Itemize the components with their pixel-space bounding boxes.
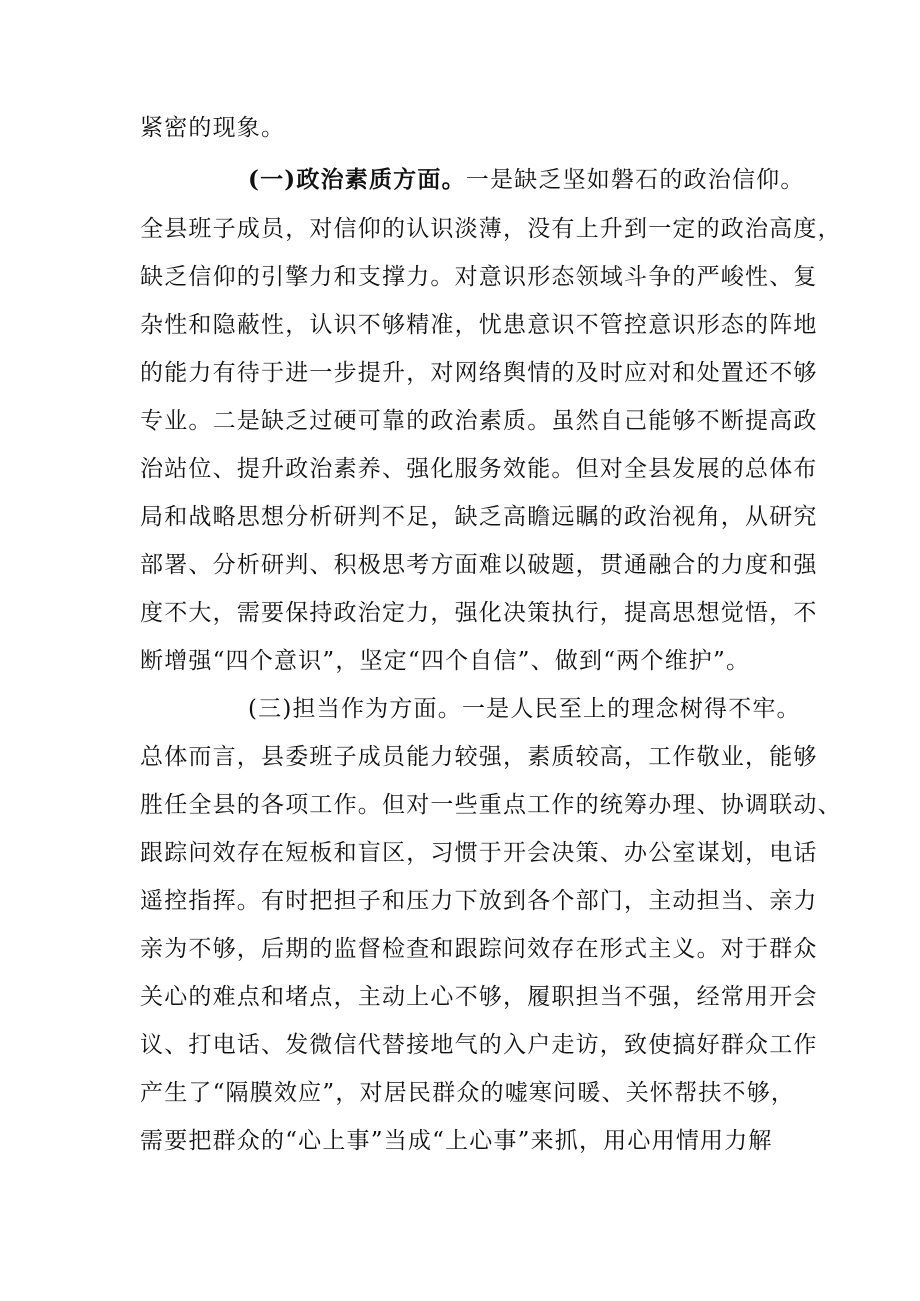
text-line: 缺乏信仰的引擎力和支撑力。对意识形态领域斗争的严峻性、复 [140, 264, 818, 290]
section-heading-rest: 一是缺乏坚如磐石的政治信仰。 [465, 167, 805, 193]
text-line: 亲为不够，后期的监督检查和跟踪问效存在形式主义。对于群众 [140, 936, 818, 962]
section-heading-responsibility: (三)担当作为方面。一是人民至上的理念树得不牢。 [248, 696, 801, 722]
text-line: 专业。二是缺乏过硬可靠的政治素质。虽然自己能够不断提高政 [140, 408, 818, 434]
text-line: 断增强“四个意识”，坚定“四个自信”、做到“两个维护”。 [140, 648, 751, 674]
text-line: 需要把群众的“心上事”当成“上心事”来抓，用心用情用力解 [140, 1128, 773, 1154]
text-line: 遥控指挥。有时把担子和压力下放到各个部门，主动担当、亲力 [140, 888, 818, 914]
text-line: 杂性和隐蔽性，认识不够精准，忧患意识不管控意识形态的阵地 [140, 312, 818, 338]
text-line: 部署、分析研判、积极思考方面难以破题，贯通融合的力度和强 [140, 552, 818, 578]
text-line: 度不大，需要保持政治定力，强化决策执行，提高思想觉悟，不 [140, 600, 818, 626]
text-line: 议、打电话、发微信代替接地气的入户走访，致使搞好群众工作 [140, 1032, 818, 1058]
text-line: 局和战略思想分析研判不足，缺乏高瞻远瞩的政治视角，从研究 [140, 504, 818, 530]
text-line: 治站位、提升政治素养、强化服务效能。但对全县发展的总体布 [140, 456, 818, 482]
text-line: 胜任全县的各项工作。但对一些重点工作的统筹办理、协调联动、 [140, 792, 842, 818]
text-line: 全县班子成员，对信仰的认识淡薄，没有上升到一定的政治高度， [140, 216, 842, 242]
text-line: 的能力有待于进一步提升，对网络舆情的及时应对和处置还不够 [140, 360, 818, 386]
text-line: 总体而言，县委班子成员能力较强，素质较高，工作敬业，能够 [140, 744, 818, 770]
text-line: 关心的难点和堵点，主动上心不够，履职担当不强，经常用开会 [140, 984, 818, 1010]
section-heading-political-quality [248, 160, 805, 200]
text-line: 紧密的现象。 [140, 115, 286, 141]
section-title: (一)政治素质方面。 [248, 166, 466, 193]
text-line: 跟踪问效存在短板和盲区，习惯于开会决策、办公室谋划，电话 [140, 840, 818, 866]
text-line: 产生了“隔膜效应”，对居民群众的嘘寒问暖、关怀帮扶不够， [140, 1080, 796, 1106]
